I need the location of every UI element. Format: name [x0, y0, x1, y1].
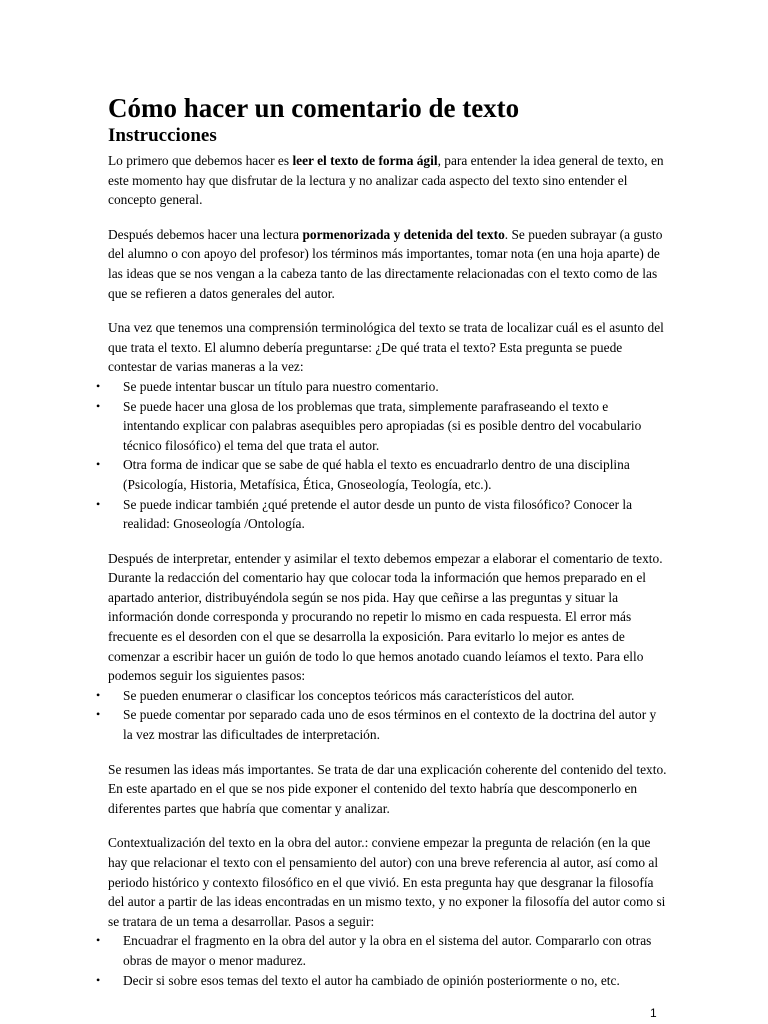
- bullet-list-2: [96, 686, 668, 745]
- paragraph-5: Se resumen las ideas más importantes. Se trata de dar una explicación coherente del contenido del texto. En este apartado en el que se nos pide exponer el contenido del texto habría que descomponerlo en diferentes partes que habría que comentar y analizar.: [108, 761, 667, 816]
- bullet-icon: •: [96, 457, 101, 472]
- bullet-icon: •: [96, 933, 101, 948]
- page-title: Cómo hacer un comentario de texto: [108, 93, 520, 123]
- list-item-text: Encuadrar el fragmento en la obra del autor y la obra en el sistema del autor. Compararlo con otras obras de mayor o menor madurez.: [123, 933, 652, 968]
- list-item-text: Se puede comentar por separado cada uno de esos términos en el contexto de la doctrina del autor y la vez mostrar las dificultades de interpretación.: [123, 707, 657, 743]
- page-number: 1: [650, 1006, 657, 1020]
- list-item-text: Decir si sobre esos temas del texto el autor ha cambiado de opinión posteriormente o no, etc.: [123, 972, 620, 988]
- list-item-text: Otra forma de indicar que se sabe de qué habla el texto es encuadrarlo dentro de una disciplina (Psicología, Historia, Metafísica, Ética, Gnoseología, Teología, etc.).: [123, 457, 630, 492]
- paragraph-1: [108, 151, 668, 210]
- list-item: [96, 971, 668, 991]
- bullet-icon: •: [96, 398, 101, 413]
- paragraph-2: [108, 225, 668, 303]
- paragraph-2-text-a: Después debemos hacer una lectura: [108, 226, 303, 242]
- paragraph-2-text-c: . Se pueden subrayar (a gusto del alumno o con apoyo del profesor) los términos más importantes, tomar nota (en una hoja aparte) de las ideas que se nos vengan a la cabeza tanto de las directamente relacionadas con el texto como de las que se refieren a datos generales del autor.: [108, 226, 663, 301]
- list-item: [96, 455, 668, 494]
- bullet-icon: •: [96, 496, 101, 511]
- paragraph-1-text-c: , para entender la idea general de texto, en este momento hay que disfrutar de la lectura y no analizar cada aspecto del texto sino entender el concepto general.: [108, 153, 664, 208]
- bullet-icon: •: [96, 378, 101, 393]
- list-item: [96, 495, 668, 534]
- paragraph-1-bold: leer el texto de forma ágil: [292, 153, 438, 168]
- list-item: [96, 686, 668, 706]
- bullet-icon: •: [96, 972, 101, 987]
- list-item-text: Se puede intentar buscar un título para nuestro comentario.: [123, 378, 439, 394]
- list-item-text: Se puede indicar también ¿qué pretende el autor desde un punto de vista filosófico? Conocer la realidad: Gnoseología /Ontología.: [123, 496, 633, 532]
- bullet-icon: •: [96, 707, 101, 722]
- paragraph-2-bold: pormenorizada y detenida del texto: [302, 226, 505, 242]
- bullet-list-1: [96, 377, 668, 534]
- list-item: [96, 397, 668, 456]
- bullet-list-3: [96, 931, 668, 990]
- paragraph-3: Una vez que tenemos una comprensión terminológica del texto se trata de localizar cuál es el asunto del que trata el texto. El alumno debería preguntarse: ¿De qué trata el texto? Esta pregunta se puede contestar de varias maneras a la vez:: [108, 320, 664, 375]
- paragraph-1-text-a: Lo primero que debemos hacer es: [108, 153, 293, 168]
- list-item: [96, 705, 668, 744]
- list-item-text: Se pueden enumerar o clasificar los conceptos teóricos más característicos del autor.: [123, 687, 575, 703]
- list-item-text: Se puede hacer una glosa de los problemas que trata, simplemente parafraseando el texto e intentando explicar con palabras asequibles pero apropiadas (si es posible dentro del vocabulario técnico filosófico) el tema del que trata el autor.: [123, 398, 642, 453]
- list-item: [96, 931, 668, 970]
- list-item: [96, 377, 668, 397]
- bullet-icon: •: [96, 687, 101, 702]
- document-page: [96, 91, 668, 1005]
- paragraph-4: Después de interpretar, entender y asimilar el texto debemos empezar a elaborar el comentario de texto. Durante la redacción del comentario hay que colocar toda la información que hemos preparado en el apartado anterior, distribuyéndola según se nos pida. Hay que ceñirse a las preguntas y situar la información donde corresponda y procurando no repetir lo mismo en cada respuesta. El error más frecuente es el desorden con el que se desarrolla la exposición. Para evitarlo lo mejor es antes de comenzar a escribir hacer un guión de todo lo que hemos anotado cuando leíamos el texto. Para ello podemos seguir los siguientes pasos:: [108, 550, 663, 684]
- section-heading: Instrucciones: [108, 125, 217, 146]
- paragraph-6: Contextualización del texto en la obra del autor.: conviene empezar la pregunta de relación (en la que hay que relacionar el texto con el pensamiento del autor) con una breve referencia al autor, así como al periodo histórico y contexto filosófico en el que vivió. En esta pregunta hay que desgranar la filosofía del autor a partir de las ideas encontradas en un mismo texto, y no exponer la filosofía del autor como si se tratara de un tema a desarrollar. Pasos a seguir:: [108, 835, 666, 929]
